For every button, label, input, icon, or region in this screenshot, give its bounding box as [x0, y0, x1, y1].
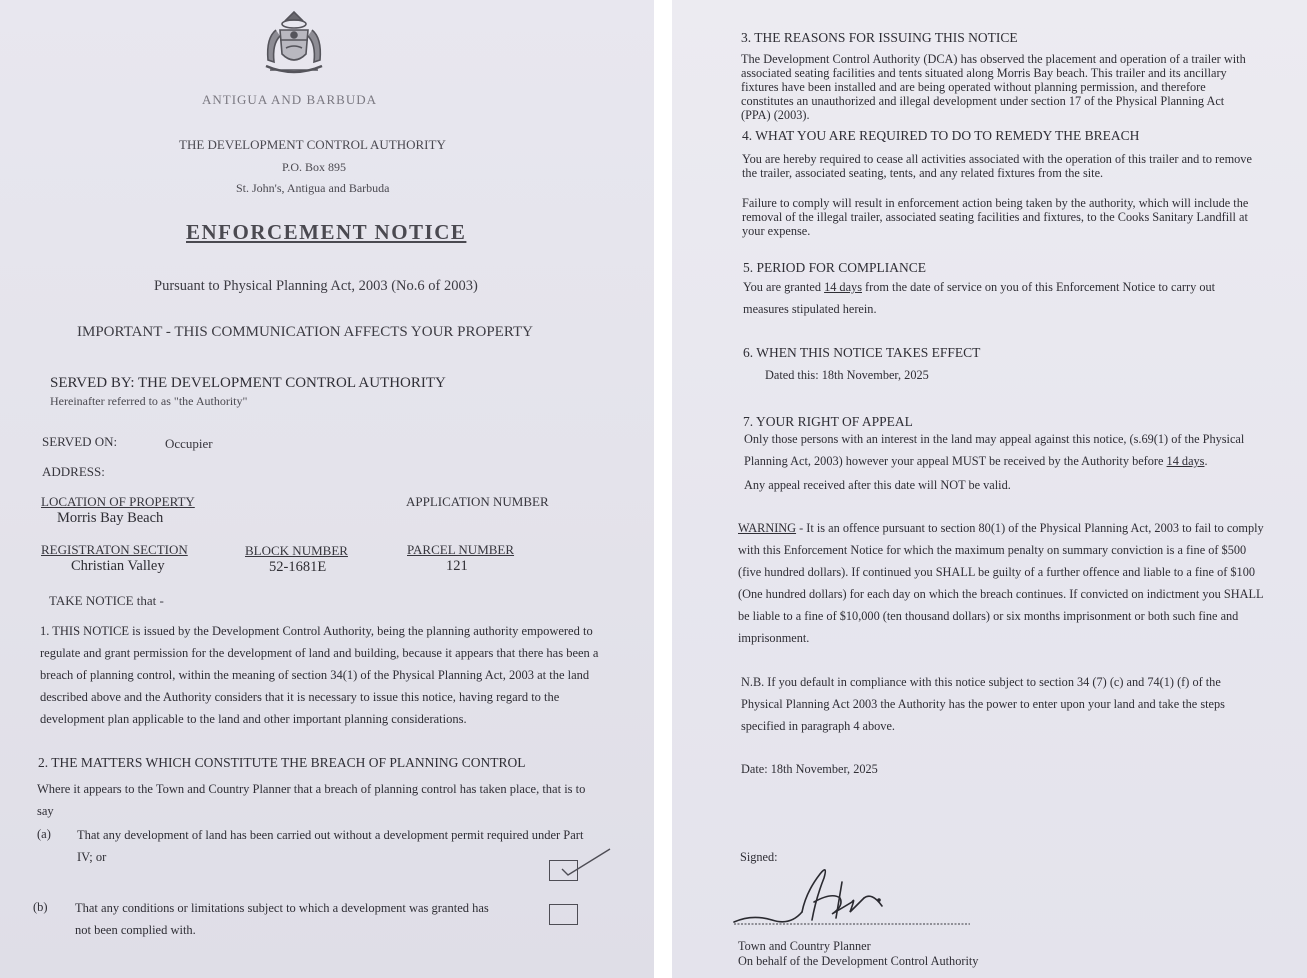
notice-date: Date: 18th November, 2025 [741, 762, 878, 776]
address-label: ADDRESS: [42, 464, 105, 479]
section-5-text [743, 276, 1258, 320]
served-on-value: Occupier [165, 436, 213, 451]
item-b-marker: (b) [33, 900, 48, 914]
served-on-label: SERVED ON: [42, 434, 118, 449]
notice-title: ENFORCEMENT NOTICE [186, 220, 467, 244]
block-number-label: BLOCK NUMBER [245, 543, 348, 558]
section-7-post: . [1204, 454, 1208, 468]
section-5-heading: 5. PERIOD FOR COMPLIANCE [743, 260, 927, 275]
take-notice: TAKE NOTICE that - [49, 593, 164, 608]
location-label: LOCATION OF PROPERTY [41, 494, 195, 509]
registration-value: Christian Valley [71, 558, 165, 574]
item-b-text: That any conditions or limitations subject to which a development was granted has not been complied with. [75, 901, 489, 937]
section-7-text [744, 428, 1264, 472]
warning-label: WARNING [738, 521, 797, 535]
parcel-number-value: 121 [446, 558, 468, 574]
authority-name: THE DEVELOPMENT CONTROL AUTHORITY [179, 137, 446, 152]
parcel-number-label: PARCEL NUMBER [407, 542, 515, 557]
section-4-text-a: You are hereby required to cease all activities associated with the operation of this trailer and to remove the trailer, associated seating, tents, and any related fixtures from the site. [742, 152, 1252, 180]
nb-text: N.B. If you default in compliance with this notice subject to section 34 (7) (c) and 74(1) (f) of the Physical Planning Act 2003 the Authority has the power to enter upon your land and take the steps specified in paragraph 4 above. [741, 675, 1225, 733]
section-6-heading: 6. WHEN THIS NOTICE TAKES EFFECT [743, 345, 981, 360]
important-line: IMPORTANT - THIS COMMUNICATION AFFECTS YOUR PROPERTY [77, 324, 533, 340]
item-a-text: That any development of land has been carried out without a development permit required under Part IV; or [77, 828, 584, 864]
hereinafter-note: Hereinafter referred to as "the Authority" [50, 394, 248, 408]
coat-of-arms-icon [256, 8, 332, 82]
section-7-heading: 7. YOUR RIGHT OF APPEAL [743, 414, 913, 429]
paragraph-1: 1. THIS NOTICE is issued by the Development Control Authority, being the planning authority empowered to regulate and grant permission for the development of land and building, because it appears that there has been a breach of planning control, within the meaning of section 34(1) of the Physical Planning Act, 2003 at the land described above and the Authority considers that it is necessary to issue this notice, having regard to the development plan applicable to the land and other important planning considerations. [40, 624, 599, 726]
item-b-checkbox[interactable] [549, 904, 578, 925]
section-3-heading: 3. THE REASONS FOR ISSUING THIS NOTICE [741, 30, 1018, 45]
signatory-title: Town and Country Planner [738, 939, 871, 953]
section-4-heading: 4. WHAT YOU ARE REQUIRED TO DO TO REMEDY THE BREACH [742, 128, 1140, 143]
application-number-label: APPLICATION NUMBER [406, 494, 549, 509]
section-4-text-b: Failure to comply will result in enforcement action being taken by the authority, which will include the removal of the illegal trailer, associated seating facilities and fixtures, to the Cooks Sanitary Landfill at your expense. [742, 196, 1249, 238]
section-7-validity: Any appeal received after this date will NOT be valid. [744, 478, 1011, 492]
section-7-pre: Only those persons with an interest in the land may appeal against this notice, (s.69(1) of the Physical Planning Act, 2003) however your appeal MUST be received by the Authority before [744, 432, 1245, 468]
country-name: ANTIGUA AND BARBUDA [202, 92, 378, 107]
item-a-checkbox[interactable] [549, 860, 578, 881]
section-5-post: from the date of service on you of this Enforcement Notice to carry out measures stipulated herein. [743, 280, 1216, 316]
location-value: Morris Bay Beach [57, 510, 164, 526]
signatory-on-behalf: On behalf of the Development Control Authority [738, 954, 979, 968]
section-2-heading: 2. THE MATTERS WHICH CONSTITUTE THE BREACH OF PLANNING CONTROL [38, 755, 526, 770]
section-3-text: The Development Control Authority (DCA) has observed the placement and operation of a trailer with associated seating facilities and tents situated along Morris Bay beach. This trailer and its ancillary fixtures have been installed and are being operated without planning permission, and therefore constitutes an unauthorized and illegal development under section 17 of the Physical Planning Act (PPA) (2003). [741, 52, 1246, 122]
check-mark-icon [560, 849, 620, 883]
signature-icon [732, 862, 982, 932]
section-6-date: Dated this: 18th November, 2025 [765, 368, 929, 382]
section-5-pre: You are granted [743, 280, 825, 294]
block-number-value: 52-1681E [269, 559, 327, 575]
warning-text [738, 517, 1264, 649]
signed-label: Signed: [740, 850, 778, 864]
notice-page-2 [672, 0, 1307, 978]
authority-city: St. John's, Antigua and Barbuda [236, 181, 390, 195]
pursuant-line: Pursuant to Physical Planning Act, 2003 (No.6 of 2003) [154, 278, 478, 294]
paragraph-2: Where it appears to the Town and Country Planner that a breach of planning control has taken place, that is to say [37, 782, 586, 818]
compliance-days: 14 days [824, 280, 862, 294]
po-box: P.O. Box 895 [282, 160, 347, 174]
appeal-days: 14 days [1166, 454, 1205, 468]
item-a-marker: (a) [37, 827, 51, 841]
page-gap [654, 0, 672, 978]
warning-body: - It is an offence pursuant to section 80(1) of the Physical Planning Act, 2003 to fail to comply with this Enforcement Notice for which the maximum penalty on summary conviction is a fine of $500 (five hundred dollars). If continued you SHALL be guilty of a further offence and liable to a fine of $100 (One hundred dollars) for each day on which the breach continues. If convicted on indictment you SHALL be liable to a fine of $10,000 (ten thousand dollars) or six months imprisonment or both such fine and imprisonment. [738, 521, 1264, 645]
served-by: SERVED BY: THE DEVELOPMENT CONTROL AUTHORITY [50, 375, 446, 391]
registration-label: REGISTRATON SECTION [41, 542, 188, 557]
